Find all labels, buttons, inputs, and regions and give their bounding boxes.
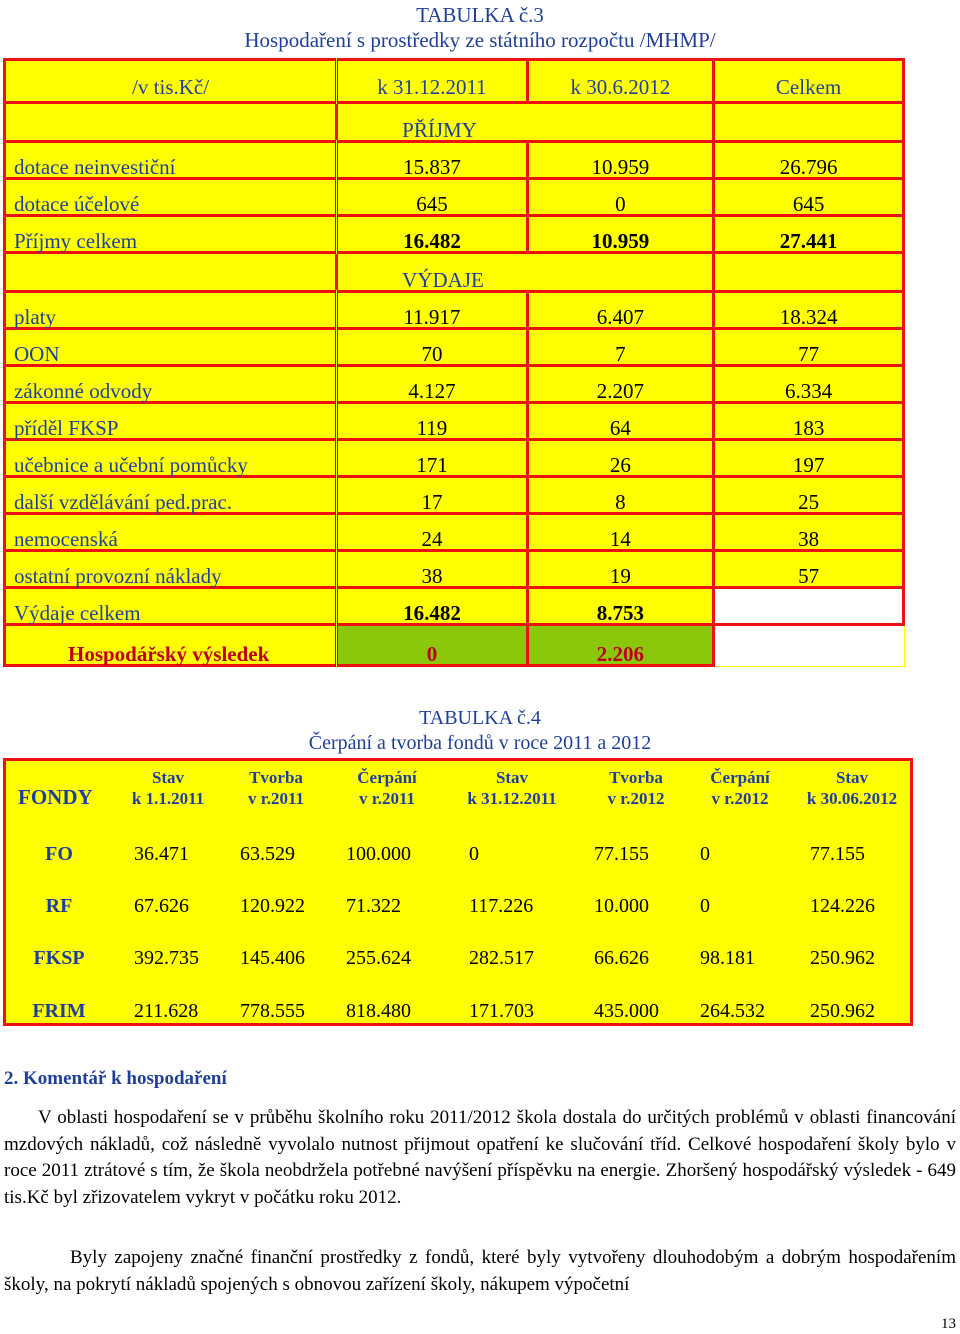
- table3-income-section-row: [5, 103, 904, 142]
- cell-value: 19: [527, 551, 713, 588]
- table-row: [6, 994, 910, 1028]
- cell-value: 64: [527, 403, 713, 440]
- cell-value: 0: [527, 179, 713, 216]
- cell-value: 818.480: [346, 1000, 411, 1022]
- table4-column-header: [124, 767, 212, 809]
- section-heading: 2. Komentář k hospodaření: [4, 1068, 227, 1089]
- table4-title-line1: TABULKA č.4: [419, 707, 541, 729]
- table3-title: [0, 3, 960, 53]
- table3-expense-section-row: [5, 253, 904, 292]
- cell-value: 282.517: [469, 947, 534, 969]
- cell-value: 183: [714, 403, 904, 440]
- column-header-line2: k 31.12.2011: [467, 789, 557, 808]
- table4: [3, 758, 913, 1026]
- income-total-label: Příjmy celkem: [5, 216, 337, 253]
- cell-value: 24: [337, 514, 528, 551]
- column-header-line2: v r.2011: [247, 789, 305, 808]
- fondy-label: FONDY: [18, 785, 93, 809]
- expense-section-label: VÝDAJE: [337, 253, 714, 292]
- cell-value: 145.406: [240, 947, 305, 969]
- cell-value: 26.796: [714, 142, 904, 179]
- table3-header-col1: k 31.12.2011: [337, 60, 528, 103]
- cell-value: 124.226: [810, 895, 875, 917]
- table4-title: [0, 706, 960, 756]
- row-label: učebnice a učební pomůcky: [5, 440, 337, 477]
- table3-header-unit: /v tis.Kč/: [5, 60, 337, 103]
- cell-value: 11.917: [337, 292, 528, 329]
- cell-value: 6.334: [714, 366, 904, 403]
- cell-value: 100.000: [346, 843, 411, 865]
- column-header-line2: v r.2011: [358, 789, 416, 808]
- cell-value: 8: [527, 477, 713, 514]
- row-label: platy: [5, 292, 337, 329]
- table3-expense-rows: [5, 292, 904, 588]
- expense-total-label: Výdaje celkem: [5, 588, 337, 625]
- cell-value: 10.959: [527, 216, 713, 253]
- fund-name: FKSP: [33, 947, 85, 969]
- column-header-line1: Čerpání: [710, 768, 770, 787]
- cell-value: 26: [527, 440, 713, 477]
- cell-value: 171.703: [469, 1000, 534, 1022]
- table3: [3, 58, 905, 667]
- row-label: OON: [5, 329, 337, 366]
- table3-expense-total-row: [5, 588, 904, 625]
- cell-value: 77.155: [594, 843, 649, 865]
- paragraph-2: Byly zapojeny značné finanční prostředky z fondů, které byly vytvořeny dlouhodobým a dobrým hospodařením školy, na pokrytí nákladů spojených s obnovou zařízení školy, nákupem výpočetní: [4, 1247, 956, 1295]
- cell-value: 0: [469, 843, 479, 865]
- table-row: [5, 292, 904, 329]
- cell-value: 16.482: [337, 216, 528, 253]
- table3-header-row: [5, 60, 904, 103]
- cell-value: 120.922: [240, 895, 305, 917]
- cell-value: 18.324: [714, 292, 904, 329]
- cell-value: 10.000: [594, 895, 649, 917]
- cell-value: 70: [337, 329, 528, 366]
- cell-value: 77.155: [810, 843, 865, 865]
- table3-title-line1: TABULKA č.3: [416, 3, 544, 27]
- column-header-line2: v r.2012: [607, 789, 665, 808]
- cell-value: 10.959: [527, 142, 713, 179]
- row-label: další vzdělávání ped.prac.: [5, 477, 337, 514]
- cell-value: 264.532: [700, 1000, 765, 1022]
- page-number: 13: [941, 1316, 956, 1332]
- cell-value: 117.226: [469, 895, 534, 917]
- row-label: zákonné odvody: [5, 366, 337, 403]
- cell-value: 8.753: [527, 588, 713, 625]
- column-header-line1: Stav: [835, 768, 869, 787]
- cell-value: 38: [714, 514, 904, 551]
- table-row: [5, 403, 904, 440]
- fund-name: FRIM: [32, 1000, 86, 1022]
- cell-value: 36.471: [134, 843, 189, 865]
- cell-value: 197: [714, 440, 904, 477]
- cell-value: 17: [337, 477, 528, 514]
- cell-value: 7: [527, 329, 713, 366]
- paragraph-1: V oblasti hospodaření se v průběhu školního roku 2011/2012 škola dostala do určitých problémů v oblasti financování mzdových nákladů, což následně vyvolalo nutnost přijmout opatření ke slučování tříd. Celkové hospodaření školy bylo v roce 2011 ztrátové s tím, že škola neobdržela potřebné navýšení příspěvku na energie. Zhoršený hospodářský výsledek - 649 tis.Kč byl zřizovatelem vykryt v počátku roku 2012.: [4, 1107, 956, 1208]
- table-row: [6, 889, 910, 923]
- table-row: [5, 329, 904, 366]
- cell-value: 211.628: [134, 1000, 199, 1022]
- cell-value: 98.181: [700, 947, 755, 969]
- column-header-line2: k 1.1.2011: [131, 789, 205, 808]
- cell-value: 71.322: [346, 895, 401, 917]
- table-row: [6, 837, 910, 871]
- cell-value: 171: [337, 440, 528, 477]
- cell-value: 435.000: [594, 1000, 659, 1022]
- table-row: [6, 941, 910, 975]
- cell-value: 4.127: [337, 366, 528, 403]
- cell-value: 15.837: [337, 142, 528, 179]
- table-row: [5, 142, 904, 179]
- column-header-line1: Stav: [495, 768, 529, 787]
- cell-value: 77: [714, 329, 904, 366]
- column-header-line1: Stav: [151, 768, 185, 787]
- table-row: [5, 551, 904, 588]
- table4-column-header: [594, 767, 678, 809]
- cell-value: 16.482: [337, 588, 528, 625]
- table-row: [5, 440, 904, 477]
- cell-value: 6.407: [527, 292, 713, 329]
- column-header-line1: Tvorba: [249, 768, 303, 787]
- column-header-line1: Tvorba: [609, 768, 663, 787]
- cell-value: 14: [527, 514, 713, 551]
- table-row: [5, 477, 904, 514]
- table4-title-line2: Čerpání a tvorba fondů v roce 2011 a 2012: [308, 732, 652, 754]
- cell-value: 25: [714, 477, 904, 514]
- fund-name: FO: [45, 843, 73, 865]
- table4-column-header: [796, 767, 908, 809]
- result-label: Hospodářský výsledek: [5, 625, 337, 666]
- cell-value: 66.626: [594, 947, 649, 969]
- result-empty: [714, 625, 904, 666]
- cell-value: 27.441: [714, 216, 904, 253]
- cell-value: 645: [714, 179, 904, 216]
- table4-column-header: [454, 767, 570, 809]
- table-row: [5, 366, 904, 403]
- table4-column-header: [696, 767, 784, 809]
- cell-value: 67.626: [134, 895, 189, 917]
- cell-value: 63.529: [240, 843, 295, 865]
- result-value-1: 0: [337, 625, 528, 666]
- cell-value: 2.207: [527, 366, 713, 403]
- cell-value: 392.735: [134, 947, 199, 969]
- table3-header-col3: Celkem: [714, 60, 904, 103]
- table3-result-row: [5, 625, 904, 666]
- table3-header-col2: k 30.6.2012: [527, 60, 713, 103]
- cell-value: 250.962: [810, 1000, 875, 1022]
- cell-value: 645: [337, 179, 528, 216]
- cell-value: 778.555: [240, 1000, 305, 1022]
- fund-name: RF: [45, 895, 73, 917]
- table3-title-line2: Hospodaření s prostředky ze státního rozpočtu /MHMP/: [244, 28, 716, 52]
- cell-value: 0: [700, 895, 710, 917]
- row-label: nemocenská: [5, 514, 337, 551]
- cell-value: 0: [700, 843, 710, 865]
- income-section-label: PŘÍJMY: [337, 103, 714, 142]
- result-value-2: 2.206: [527, 625, 713, 666]
- column-header-line1: Čerpání: [357, 768, 417, 787]
- row-label: dotace účelové: [5, 179, 337, 216]
- cell-value: 255.624: [346, 947, 411, 969]
- cell-value: 119: [337, 403, 528, 440]
- table-row: [5, 514, 904, 551]
- column-header-line2: v r.2012: [711, 789, 769, 808]
- cell-value: 57: [714, 551, 904, 588]
- row-label: dotace neinvestiční: [5, 142, 337, 179]
- row-label: ostatní provozní náklady: [5, 551, 337, 588]
- table-row: [5, 179, 904, 216]
- table4-column-header: [238, 767, 314, 809]
- column-header-line2: k 30.06.2012: [806, 789, 898, 808]
- table4-column-header: [346, 767, 428, 809]
- cell-value: [714, 588, 904, 625]
- row-label: příděl FKSP: [5, 403, 337, 440]
- cell-value: 38: [337, 551, 528, 588]
- table3-income-total-row: [5, 216, 904, 253]
- cell-value: 250.962: [810, 947, 875, 969]
